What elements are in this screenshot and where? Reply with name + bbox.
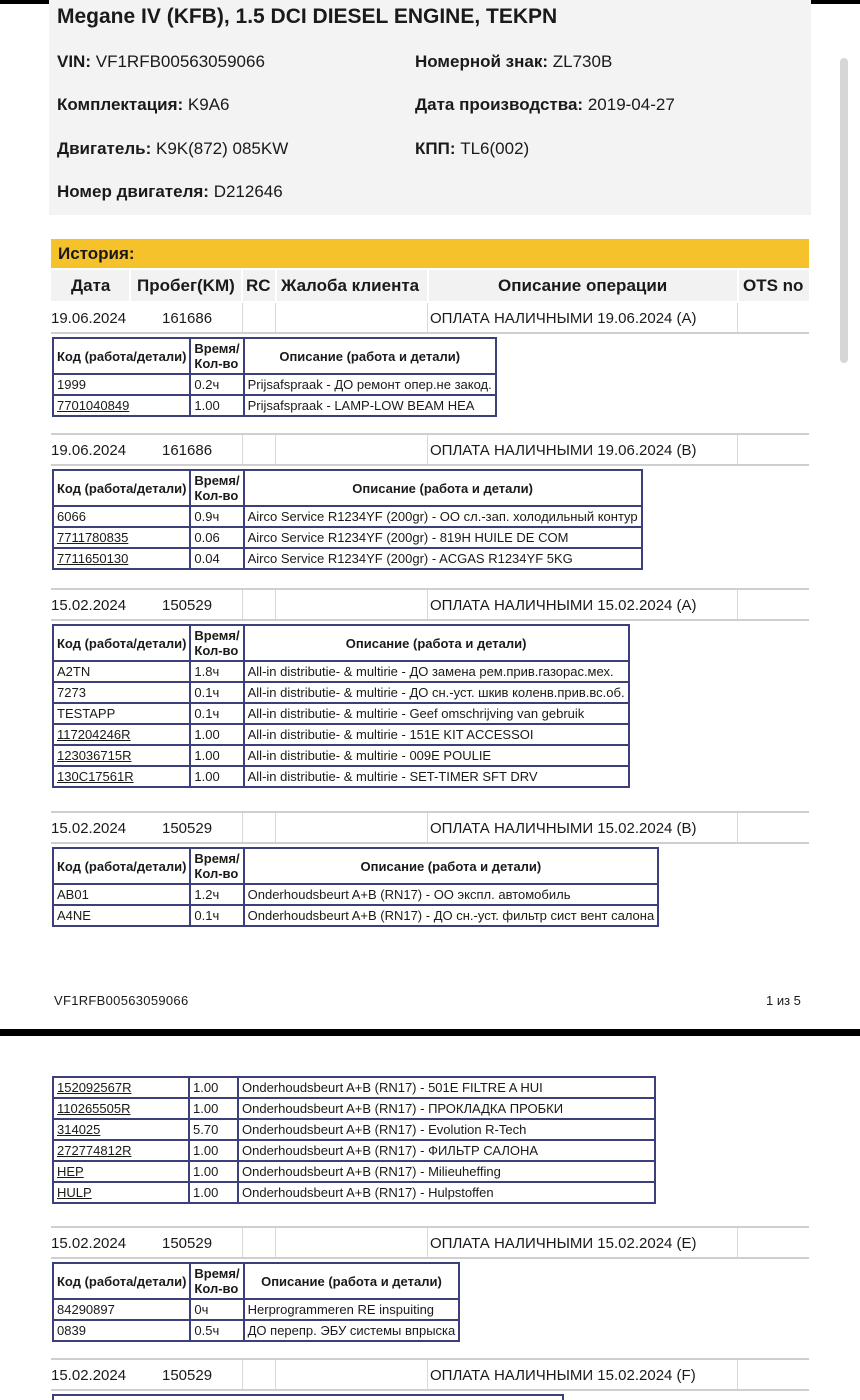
entry-divider	[51, 433, 809, 435]
entry-divider	[51, 1226, 809, 1228]
history-bar	[51, 239, 809, 268]
col-complaint: Жалоба клиента	[281, 276, 420, 295]
row-qty: 0.9ч	[190, 506, 243, 527]
row-divider	[242, 1360, 243, 1390]
row-qty: 1.2ч	[190, 884, 243, 905]
row-desc: Onderhoudsbeurt A+B (RN17) - ОО экспл. автомобиль	[244, 884, 659, 905]
row-qty: 1.00	[189, 1161, 238, 1182]
entry-operation: ОПЛАТА НАЛИЧНЫМИ 15.02.2024 (F)	[430, 1367, 696, 1384]
row-code: TESTAPP	[53, 703, 190, 724]
row-qty: 1.00	[190, 745, 243, 766]
row-desc: Onderhoudsbeurt A+B (RN17) - Evolution R-Tech	[238, 1119, 655, 1140]
vertical-scrollbar[interactable]	[840, 58, 848, 363]
header-qty	[190, 470, 243, 506]
col-date: Дата	[71, 276, 111, 295]
plate-field	[415, 52, 612, 72]
row-qty: 0ч	[190, 1299, 243, 1320]
row-code: 0839	[53, 1320, 190, 1341]
entry-date: 15.02.2024	[51, 597, 127, 614]
header-qty-line1: Время/	[194, 473, 240, 488]
row-desc: Onderhoudsbeurt A+B (RN17) - 501E FILTRE A HUI	[238, 1077, 655, 1098]
details-table-partial	[52, 1394, 564, 1400]
row-desc: All-in distributie- & multirie - ДО сн.-уст. шкив коленв.прив.вс.об.	[244, 682, 629, 703]
row-divider	[275, 435, 276, 465]
table-row	[53, 745, 629, 766]
table-row	[53, 1320, 459, 1341]
header-desc: Описание (работа и детали)	[244, 1263, 460, 1299]
row-divider	[737, 1228, 738, 1258]
row-qty: 0.06	[190, 527, 243, 548]
header-qty-line1: Время/	[194, 851, 240, 866]
row-divider	[242, 303, 243, 333]
row-qty: 0.1ч	[190, 703, 243, 724]
entry-divider	[51, 588, 809, 590]
row-divider	[427, 303, 428, 333]
row-divider	[427, 813, 428, 843]
col-divider	[129, 270, 131, 301]
row-qty: 1.00	[189, 1182, 238, 1203]
row-desc: Prijsafspraak - ДО ремонт опер.не закод.	[244, 374, 496, 395]
row-qty: 0.1ч	[190, 682, 243, 703]
table-row	[53, 1299, 459, 1320]
table-row	[53, 374, 496, 395]
row-code: A2TN	[53, 661, 190, 682]
table-row	[53, 527, 642, 548]
table-row	[53, 506, 642, 527]
row-divider	[275, 1228, 276, 1258]
prod-date-value: 2019-04-27	[587, 95, 675, 114]
row-code: AB01	[53, 884, 190, 905]
row-qty: 0.04	[190, 548, 243, 569]
part-number-link[interactable]: HEP	[53, 1161, 189, 1182]
details-table	[52, 847, 659, 927]
row-code: 1999	[53, 374, 190, 395]
row-divider	[242, 1228, 243, 1258]
col-operation: Описание операции	[498, 276, 668, 295]
details-table	[52, 624, 630, 788]
row-desc: ДО перепр. ЭБУ системы впрыска	[244, 1320, 460, 1341]
details-table	[52, 337, 497, 417]
table-row	[53, 1098, 655, 1119]
page-separator	[0, 1029, 860, 1036]
page-number: 1 из 5	[766, 993, 801, 1008]
entry-divider	[51, 619, 809, 621]
header-qty-line2: Кол-во	[194, 488, 239, 503]
row-desc: All-in distributie- & multirie - 009E POULIE	[244, 745, 629, 766]
entry-mileage: 150529	[162, 1367, 213, 1384]
prod-date-label: Дата производства:	[415, 95, 584, 114]
trim-field	[57, 95, 230, 115]
header-qty-line1: Время/	[194, 628, 240, 643]
header-qty	[190, 1263, 243, 1299]
row-desc: Airco Service R1234YF (200gr) - 819H HUILE DE COM	[244, 527, 642, 548]
header-qty	[190, 338, 243, 374]
entry-date: 15.02.2024	[51, 1367, 127, 1384]
header-qty-line1: Время/	[194, 341, 240, 356]
row-qty: 1.00	[190, 395, 243, 416]
plate-value: ZL730B	[552, 52, 613, 71]
part-number-link[interactable]: 152092567R	[53, 1077, 189, 1098]
entry-divider	[51, 1358, 809, 1360]
part-number-link[interactable]: 130C17561R	[53, 766, 190, 787]
row-divider	[737, 303, 738, 333]
row-qty: 1.00	[190, 724, 243, 745]
row-qty: 1.00	[190, 766, 243, 787]
entry-divider	[51, 1257, 809, 1259]
entry-mileage: 161686	[162, 310, 213, 327]
table-row	[53, 1182, 655, 1203]
header-code: Код (работа/детали)	[53, 338, 190, 374]
col-ots: OTS no	[743, 276, 804, 295]
table-row	[53, 724, 629, 745]
col-divider	[275, 270, 277, 301]
entry-mileage: 150529	[162, 597, 213, 614]
entry-operation: ОПЛАТА НАЛИЧНЫМИ 15.02.2024 (B)	[430, 820, 697, 837]
row-qty: 0.5ч	[190, 1320, 243, 1341]
row-divider	[242, 813, 243, 843]
row-divider	[275, 1360, 276, 1390]
engine-number-label: Номер двигателя:	[57, 182, 209, 201]
header-desc: Описание (работа и детали)	[244, 338, 496, 374]
vin-value: VF1RFB00563059066	[95, 52, 265, 71]
row-desc: Airco Service R1234YF (200gr) - ОО сл.-зап. холодильный контур	[244, 506, 642, 527]
header-code: Код (работа/детали)	[53, 848, 190, 884]
table-row	[53, 682, 629, 703]
col-divider	[241, 270, 243, 301]
row-desc: Onderhoudsbeurt A+B (RN17) - ПРОКЛАДКА ПРОБКИ	[238, 1098, 655, 1119]
engine-number-field	[57, 182, 283, 202]
row-divider	[427, 1228, 428, 1258]
row-divider	[427, 1360, 428, 1390]
entry-mileage: 150529	[162, 820, 213, 837]
header-desc: Описание (работа и детали)	[244, 848, 659, 884]
table-row	[53, 548, 642, 569]
header-qty	[190, 848, 243, 884]
part-number-link[interactable]: 272774812R	[53, 1140, 189, 1161]
trim-label: Комплектация:	[57, 95, 184, 114]
row-divider	[737, 1360, 738, 1390]
row-desc: All-in distributie- & multirie - SET-TIMER SFT DRV	[244, 766, 629, 787]
row-divider	[275, 303, 276, 333]
row-qty: 1.00	[189, 1140, 238, 1161]
part-number-link[interactable]: 110265505R	[53, 1098, 189, 1119]
gearbox-label: КПП:	[415, 139, 456, 158]
table-row	[53, 1140, 655, 1161]
gearbox-field	[415, 139, 529, 159]
row-divider	[737, 435, 738, 465]
part-number-link[interactable]: 123036715R	[53, 745, 190, 766]
header-qty-line2: Кол-во	[194, 866, 239, 881]
part-number-link[interactable]: 7701040849	[53, 395, 190, 416]
part-number-link[interactable]: 7711650130	[53, 548, 190, 569]
part-number-link[interactable]: HULP	[53, 1182, 189, 1203]
row-divider	[737, 590, 738, 620]
entry-operation: ОПЛАТА НАЛИЧНЫМИ 19.06.2024 (A)	[430, 310, 697, 327]
part-number-link[interactable]: 314025	[53, 1119, 189, 1140]
part-number-link[interactable]: 7711780835	[53, 527, 190, 548]
entry-divider	[51, 464, 809, 466]
row-desc: Onderhoudsbeurt A+B (RN17) - Hulpstoffen	[238, 1182, 655, 1203]
entry-operation: ОПЛАТА НАЛИЧНЫМИ 19.06.2024 (B)	[430, 442, 697, 459]
row-divider	[737, 813, 738, 843]
entry-date: 15.02.2024	[51, 1235, 127, 1252]
plate-label: Номерной знак:	[415, 52, 549, 71]
history-label: История:	[58, 244, 135, 263]
gearbox-value: TL6(002)	[460, 139, 530, 158]
details-table-continued	[52, 1076, 656, 1204]
engine-field	[57, 139, 288, 159]
header-qty-line2: Кол-во	[194, 1281, 239, 1296]
header-desc: Описание (работа и детали)	[244, 470, 642, 506]
header-code: Код (работа/детали)	[53, 1263, 190, 1299]
header-code: Код (работа/детали)	[53, 470, 190, 506]
entry-operation: ОПЛАТА НАЛИЧНЫМИ 15.02.2024 (A)	[430, 597, 697, 614]
trim-value: K9A6	[187, 95, 230, 114]
entry-mileage: 161686	[162, 442, 213, 459]
vin-label: VIN:	[57, 52, 91, 71]
entry-divider	[51, 332, 809, 334]
row-qty: 1.00	[189, 1077, 238, 1098]
table-row	[53, 884, 658, 905]
table-row	[53, 766, 629, 787]
header-qty-line2: Кол-во	[194, 356, 239, 371]
history-column-headers	[51, 270, 809, 301]
col-divider	[427, 270, 429, 301]
table-row	[53, 395, 496, 416]
row-qty: 0.2ч	[190, 374, 243, 395]
row-divider	[275, 813, 276, 843]
header-code: Код (работа/детали)	[53, 625, 190, 661]
row-qty: 1.8ч	[190, 661, 243, 682]
footer-vin: VF1RFB00563059066	[54, 993, 189, 1008]
header-qty-line1: Время/	[194, 1266, 240, 1281]
engine-value: K9K(872) 085KW	[155, 139, 289, 158]
table-row	[53, 661, 629, 682]
vin-field	[57, 52, 265, 72]
entry-divider	[51, 811, 809, 813]
row-desc: All-in distributie- & multirie - Geef omschrijving van gebruik	[244, 703, 629, 724]
row-desc: All-in distributie- & multirie - ДО замена рем.прив.газорас.мех.	[244, 661, 629, 682]
table-row	[53, 1161, 655, 1182]
table-row	[53, 703, 629, 724]
row-divider	[427, 590, 428, 620]
row-desc: Prijsafspraak - LAMP-LOW BEAM HEA	[244, 395, 496, 416]
row-code: 7273	[53, 682, 190, 703]
header-qty	[190, 625, 243, 661]
row-qty: 5.70	[189, 1119, 238, 1140]
row-code: 6066	[53, 506, 190, 527]
engine-label: Двигатель:	[57, 139, 152, 158]
details-table	[52, 1262, 460, 1342]
entry-divider	[51, 842, 809, 844]
entry-date: 19.06.2024	[51, 310, 127, 327]
row-qty: 0.1ч	[190, 905, 243, 926]
vehicle-title: Megane IV (KFB), 1.5 DCI DIESEL ENGINE, TEKPN	[57, 5, 558, 28]
header-qty-line2: Кол-во	[194, 643, 239, 658]
row-desc: Airco Service R1234YF (200gr) - ACGAS R1234YF 5KG	[244, 548, 642, 569]
row-qty: 1.00	[189, 1098, 238, 1119]
entry-date: 19.06.2024	[51, 442, 127, 459]
row-divider	[427, 435, 428, 465]
prod-date-field	[415, 95, 675, 115]
col-mileage: Пробег(KM)	[137, 276, 235, 295]
row-desc: All-in distributie- & multirie - 151E KIT ACCESSOI	[244, 724, 629, 745]
details-table	[52, 469, 643, 570]
row-divider	[242, 435, 243, 465]
engine-number-value: D212646	[213, 182, 283, 201]
row-divider	[242, 590, 243, 620]
row-desc: Onderhoudsbeurt A+B (RN17) - ДО сн.-уст. фильтр сист вент салона	[244, 905, 659, 926]
row-code: 84290897	[53, 1299, 190, 1320]
table-row	[53, 905, 658, 926]
row-desc: Onderhoudsbeurt A+B (RN17) - Milieuheffing	[238, 1161, 655, 1182]
col-divider	[737, 270, 739, 301]
entry-date: 15.02.2024	[51, 820, 127, 837]
part-number-link[interactable]: 117204246R	[53, 724, 190, 745]
row-desc: Onderhoudsbeurt A+B (RN17) - ФИЛЬТР САЛОНА	[238, 1140, 655, 1161]
row-desc: Herprogrammeren RE inspuiting	[244, 1299, 460, 1320]
row-divider	[275, 590, 276, 620]
entry-mileage: 150529	[162, 1235, 213, 1252]
table-row	[53, 1119, 655, 1140]
header-desc: Описание (работа и детали)	[244, 625, 629, 661]
table-row	[53, 1077, 655, 1098]
row-code: A4NE	[53, 905, 190, 926]
col-rc: RC	[246, 276, 271, 295]
entry-operation: ОПЛАТА НАЛИЧНЫМИ 15.02.2024 (E)	[430, 1235, 697, 1252]
entry-divider	[51, 1389, 809, 1391]
